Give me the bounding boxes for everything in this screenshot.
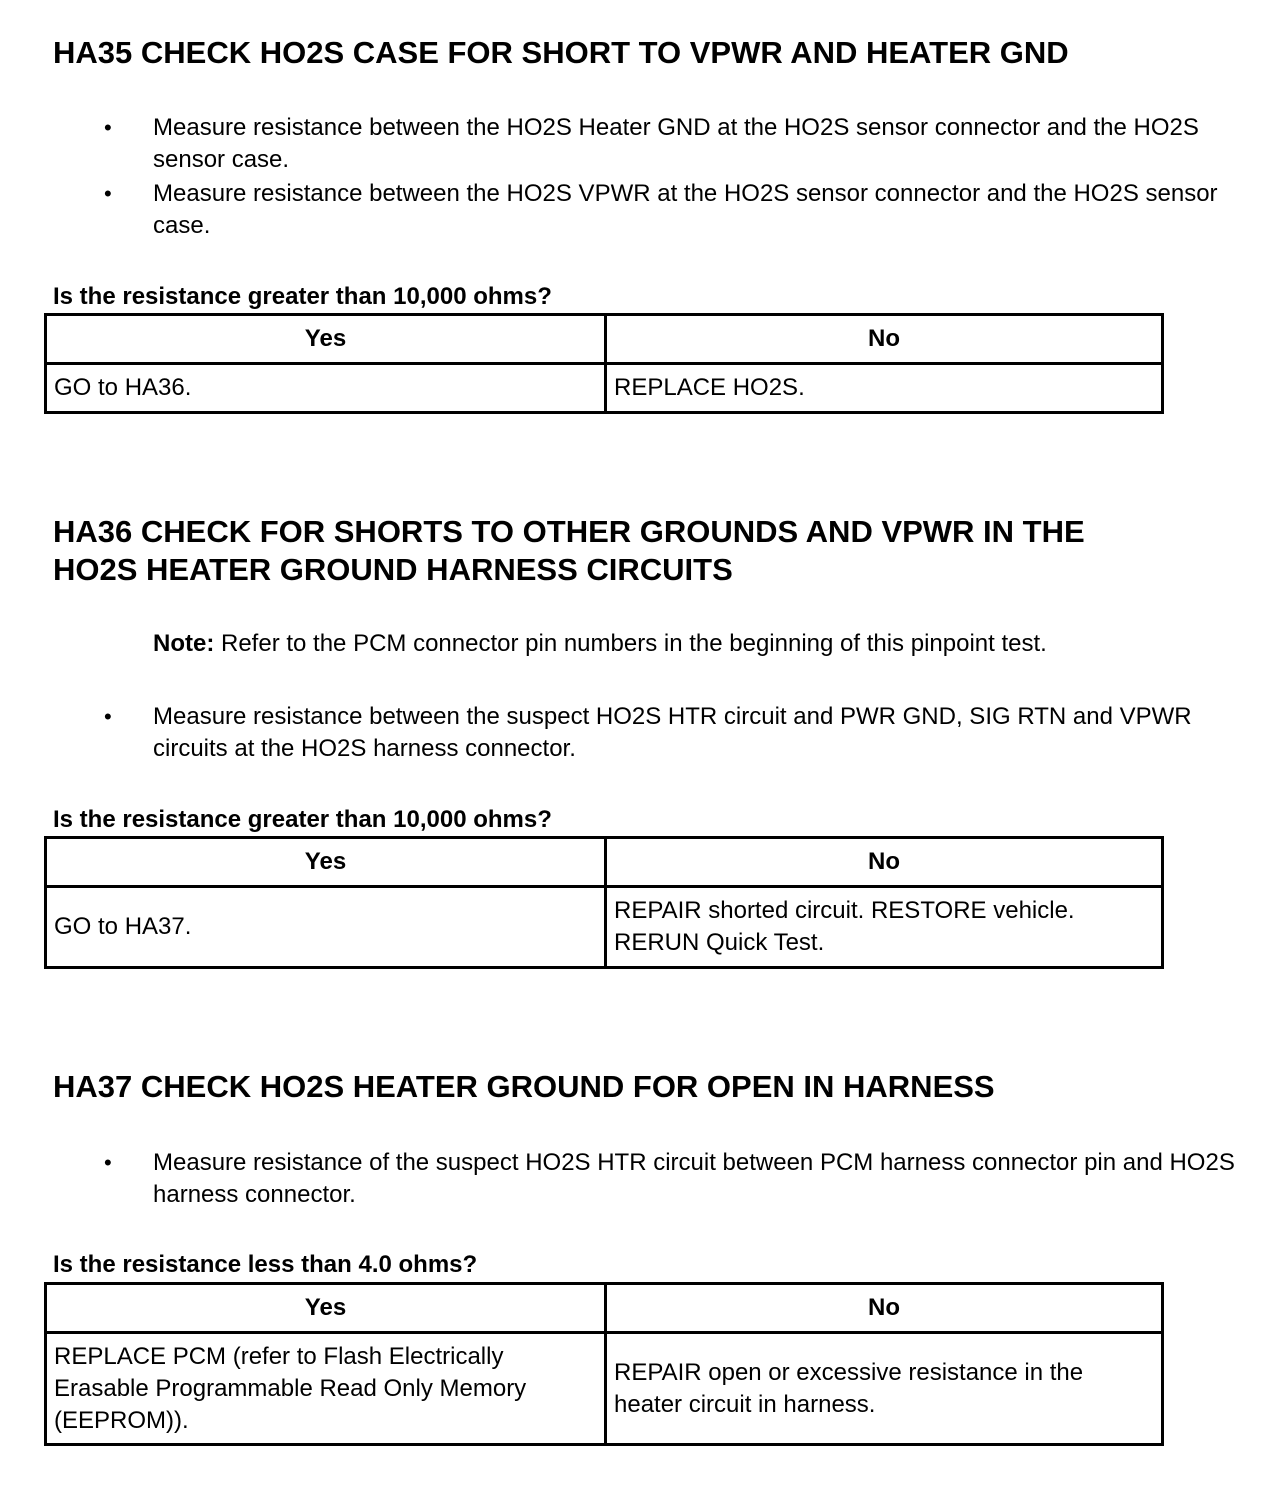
yes-header: Yes (46, 315, 606, 364)
list-item (0, 178, 1243, 242)
question-ha35: Is the resistance greater than 10,000 ohms? (53, 283, 552, 310)
yes-action: GO to HA36. (46, 364, 606, 413)
bullet-icon: • (104, 704, 112, 729)
no-action: REPAIR shorted circuit. RESTORE vehicle. RERUN Quick Test. (606, 887, 1163, 968)
no-header: No (606, 1284, 1163, 1333)
table-header-row (46, 838, 1163, 887)
yes-header: Yes (46, 1284, 606, 1333)
question-ha36: Is the resistance greater than 10,000 ohms? (53, 806, 552, 833)
question-ha37: Is the resistance less than 4.0 ohms? (53, 1251, 478, 1278)
note-label: Note: (153, 630, 215, 657)
bullet-text: Measure resistance of the suspect HO2S HTR circuit between PCM harness connector pin and HO2S harness connector. (153, 1149, 1235, 1208)
table-header-row (46, 315, 1163, 364)
yes-header: Yes (46, 838, 606, 887)
bullet-text: Measure resistance between the HO2S VPWR at the HO2S sensor connector and the HO2S sensor case. (153, 180, 1218, 239)
decision-table-ha37 (44, 1282, 1164, 1446)
table-row (46, 887, 1163, 968)
table-header-row (46, 1284, 1163, 1333)
bullet-list-ha35 (0, 112, 1243, 244)
section-heading-ha36-line1: HA36 CHECK FOR SHORTS TO OTHER GROUNDS AND VPWR IN THE (53, 514, 1085, 549)
yes-action: REPLACE PCM (refer to Flash Electrically Erasable Programmable Read Only Memory (EEPROM)). (46, 1333, 606, 1445)
decision-table-ha36 (44, 836, 1164, 969)
bullet-icon: • (104, 115, 112, 140)
bullet-text: Measure resistance between the suspect HO2S HTR circuit and PWR GND, SIG RTN and VPWR circuits at the HO2S harness connector. (153, 703, 1192, 762)
section-heading-ha36-line2: HO2S HEATER GROUND HARNESS CIRCUITS (53, 552, 733, 587)
bullet-list-ha36 (0, 701, 1243, 767)
table-row (46, 364, 1163, 413)
list-item (0, 112, 1243, 176)
section-heading-ha37: HA37 CHECK HO2S HEATER GROUND FOR OPEN IN HARNESS (53, 1069, 995, 1104)
yes-action: GO to HA37. (46, 887, 606, 968)
section-heading-ha35: HA35 CHECK HO2S CASE FOR SHORT TO VPWR AND HEATER GND (53, 35, 1069, 70)
list-item (0, 1147, 1243, 1211)
note (153, 628, 1047, 660)
no-header: No (606, 315, 1163, 364)
note-text: Refer to the PCM connector pin numbers in the beginning of this pinpoint test. (221, 630, 1047, 657)
bullet-icon: • (104, 1150, 112, 1175)
table-row (46, 1333, 1163, 1445)
bullet-icon: • (104, 181, 112, 206)
no-action: REPLACE HO2S. (606, 364, 1163, 413)
bullet-text: Measure resistance between the HO2S Heater GND at the HO2S sensor connector and the HO2S sensor case. (153, 114, 1199, 173)
no-action: REPAIR open or excessive resistance in the heater circuit in harness. (606, 1333, 1163, 1445)
bullet-list-ha37 (0, 1147, 1243, 1213)
list-item (0, 701, 1243, 765)
decision-table-ha35 (44, 313, 1164, 414)
no-header: No (606, 838, 1163, 887)
